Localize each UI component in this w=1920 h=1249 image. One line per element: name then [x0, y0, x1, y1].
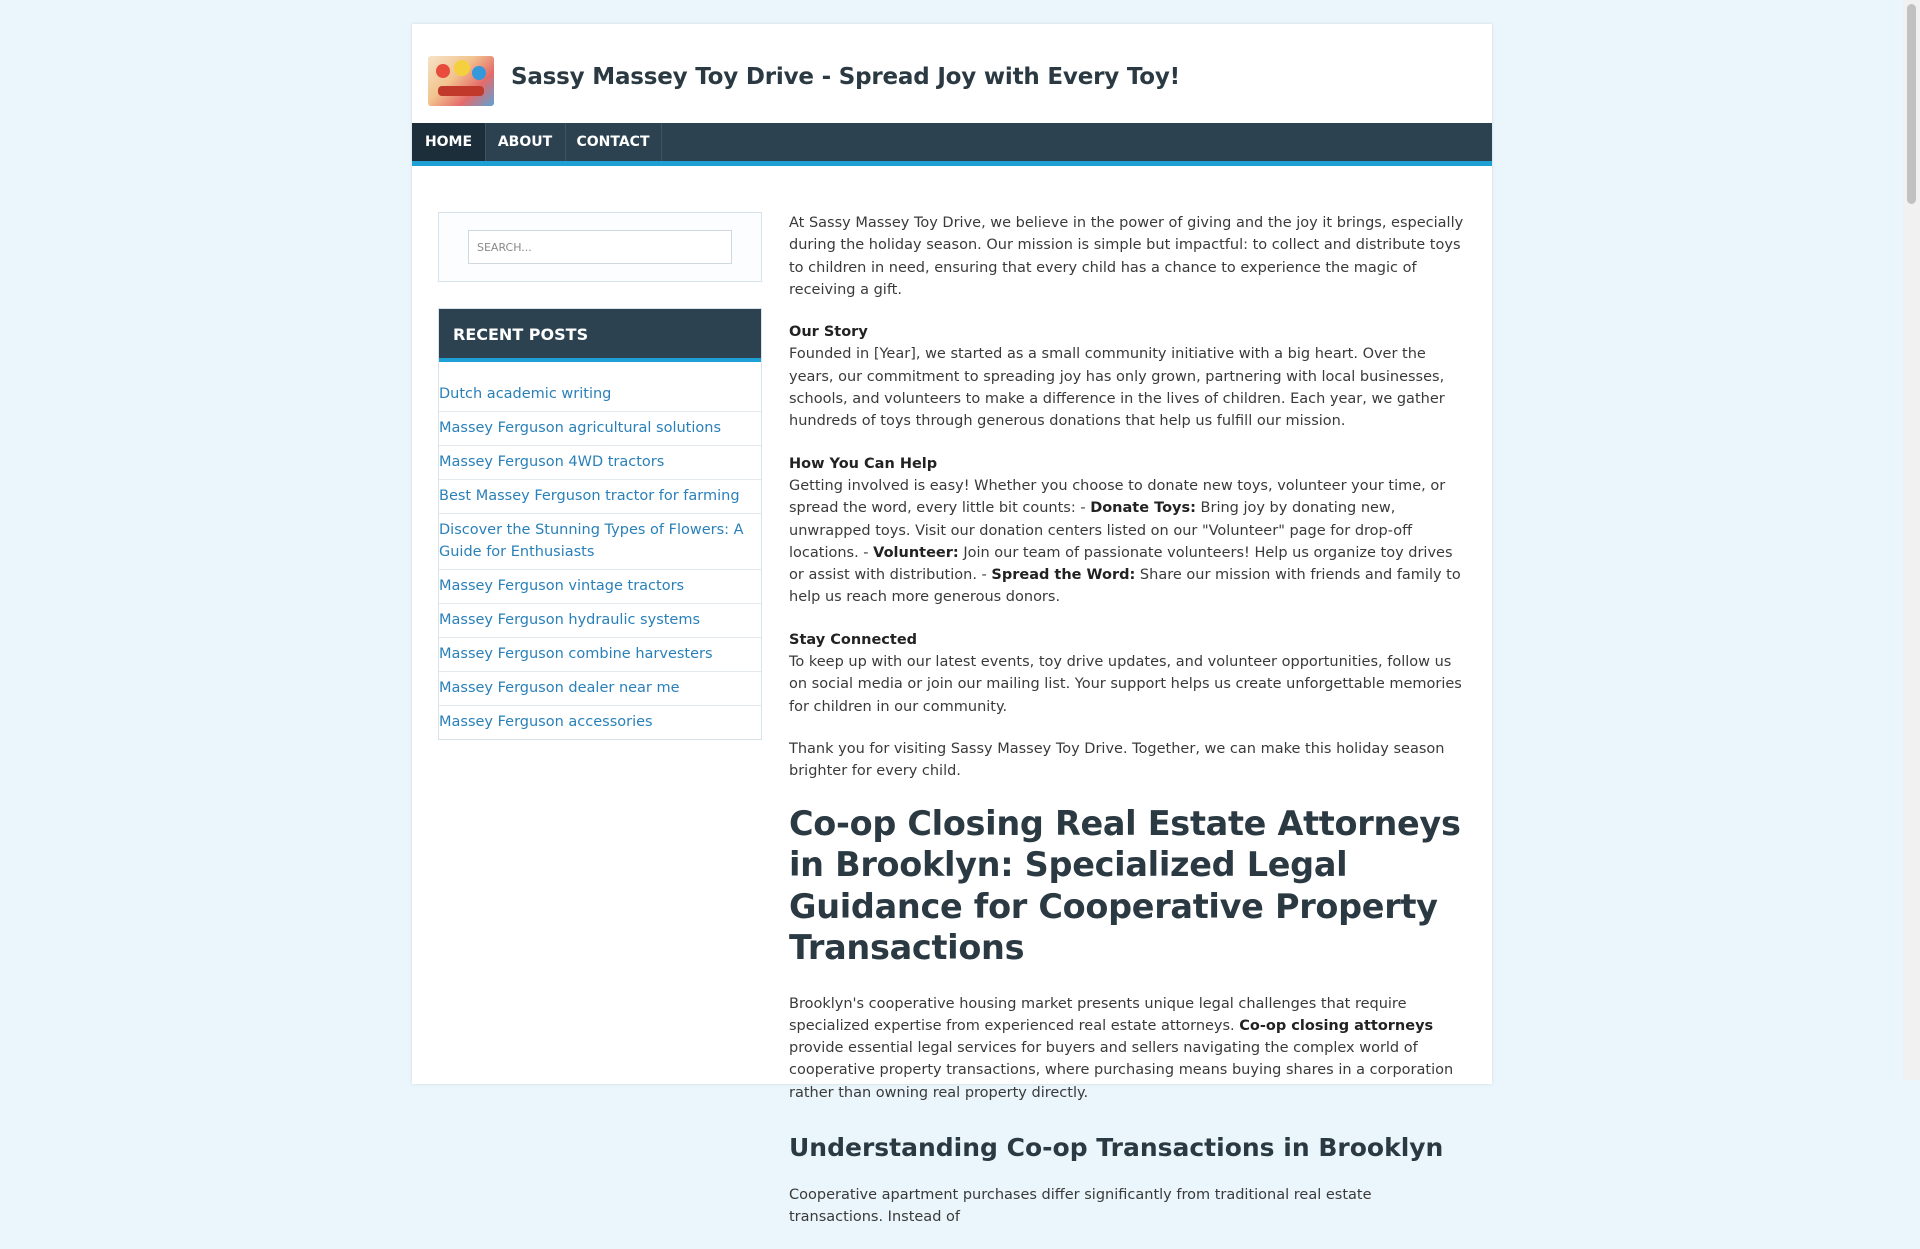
article-subheading: Understanding Co-op Transactions in Brooklyn: [789, 1133, 1444, 1163]
recent-posts-list: [439, 362, 761, 739]
list-item: [439, 514, 761, 570]
article-paragraph-1: [789, 993, 1465, 1104]
list-item: [439, 604, 761, 638]
site-header: [412, 24, 1492, 123]
recent-post-link[interactable]: Massey Ferguson 4WD tractors: [439, 454, 665, 470]
article-text: Brooklyn's cooperative housing market presents unique legal challenges that require specialized expertise from experienced real estate attorneys.: [789, 995, 1407, 1034]
article-text: provide essential legal services for buyers and sellers navigating the complex world of cooperative property transactions, where purchasing means buying shares in a corporation rather than owning real property directly.: [789, 1040, 1454, 1101]
nav-item-home[interactable]: HOME: [412, 123, 486, 161]
list-item: [439, 412, 761, 446]
list-item: [439, 706, 761, 739]
list-item: [439, 480, 761, 514]
article-heading: Co-op Closing Real Estate Attorneys in Brooklyn: Specialized Legal Guidance for Cooperative Property Transactions: [789, 803, 1461, 968]
recent-post-link[interactable]: Discover the Stunning Types of Flowers: A Guide for Enthusiasts: [439, 522, 744, 560]
story-section: [789, 321, 1465, 432]
recent-post-link[interactable]: Massey Ferguson combine harvesters: [439, 646, 713, 662]
recent-posts-title: RECENT POSTS: [439, 309, 761, 362]
spread-label: Spread the Word:: [991, 567, 1136, 584]
nav-item-contact[interactable]: CONTACT: [565, 123, 662, 161]
story-text: Founded in [Year], we started as a small community initiative with a big heart. Over the years, our commitment to spreading joy has only grown, partnering with local businesses, schools, and volunteers to make a difference in the lives of children. Each year, we gather hundreds of toys through generous donations that help us fulfill our mission.: [789, 346, 1445, 430]
main-content: [789, 212, 1465, 1249]
recent-post-link[interactable]: Massey Ferguson vintage tractors: [439, 578, 685, 594]
connected-heading: Stay Connected: [789, 631, 918, 648]
list-item: [439, 672, 761, 706]
donate-text: Bring joy by donating new, unwrapped toys. Visit our donation centers listed on our "Volunteer" page for drop-off locations. -: [789, 500, 1413, 561]
recent-post-link[interactable]: Best Massey Ferguson tractor for farming: [439, 488, 740, 504]
site-title[interactable]: Sassy Massey Toy Drive - Spread Joy with Every Toy!: [511, 64, 1180, 90]
recent-post-link[interactable]: Massey Ferguson dealer near me: [439, 680, 680, 696]
thanks-paragraph: Thank you for visiting Sassy Massey Toy Drive. Together, we can make this holiday season brighter for every child.: [789, 740, 1445, 780]
search-input[interactable]: [468, 230, 732, 264]
volunteer-label: Volunteer:: [873, 544, 959, 561]
story-heading: Our Story: [789, 324, 868, 341]
toy-drive-logo-icon[interactable]: [428, 56, 494, 106]
list-item: [439, 378, 761, 412]
page-container: [412, 24, 1492, 1226]
volunteer-text: Join our team of passionate volunteers! Help us organize toy drives or assist with distribution. -: [789, 544, 1453, 584]
recent-post-link[interactable]: Massey Ferguson hydraulic systems: [439, 612, 701, 628]
recent-post-link[interactable]: Dutch academic writing: [439, 386, 612, 402]
page-scrollbar[interactable]: [1903, 0, 1920, 1080]
spread-text: Share our mission with friends and family to help us reach more generous donors.: [789, 567, 1461, 606]
scrollbar-thumb[interactable]: [1907, 4, 1916, 204]
list-item: [439, 570, 761, 604]
help-heading: How You Can Help: [789, 455, 938, 472]
recent-post-link[interactable]: Massey Ferguson agricultural solutions: [439, 420, 722, 436]
list-item: [439, 446, 761, 480]
nav-item-about[interactable]: ABOUT: [485, 123, 566, 161]
search-widget: [438, 212, 762, 282]
intro-paragraph: At Sassy Massey Toy Drive, we believe in the power of giving and the joy it brings, especially during the holiday season. Our mission is simple but impactful: to collect and distribute toys to children in need, ensuring that every child has a chance to experience the magic of receiving a gift.: [789, 215, 1464, 298]
main-navigation: [412, 123, 1492, 166]
connected-section: [789, 629, 1465, 718]
recent-post-link[interactable]: Massey Ferguson accessories: [439, 714, 653, 730]
connected-text: To keep up with our latest events, toy drive updates, and volunteer opportunities, follow us on social media or join our mailing list. Your support helps us create unforgettable memories for children in our community.: [789, 654, 1462, 715]
donate-label: Donate Toys:: [1090, 500, 1196, 517]
article-paragraph-2: Cooperative apartment purchases differ significantly from traditional real estate transactions. Instead of: [789, 1187, 1372, 1226]
help-section: [789, 453, 1465, 609]
list-item: [439, 638, 761, 672]
help-intro: Getting involved is easy! Whether you choose to donate new toys, volunteer your time, or spread the word, every little bit counts: -: [789, 477, 1446, 517]
recent-posts-widget: [438, 308, 762, 740]
article-bold-text: Co-op closing attorneys: [1239, 1017, 1434, 1034]
